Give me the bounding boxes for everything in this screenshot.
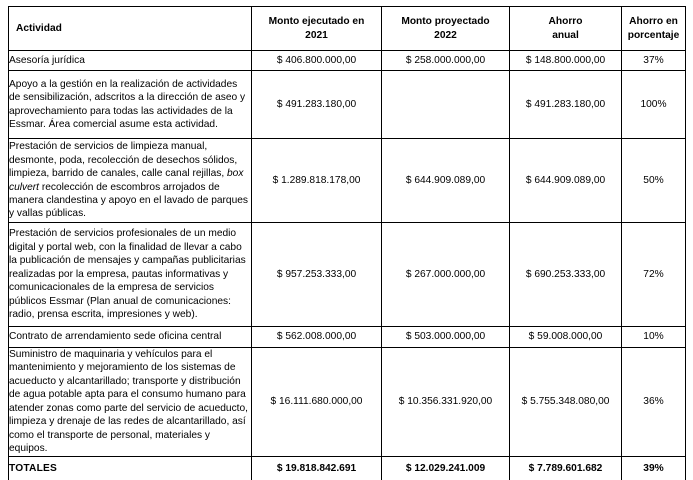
cell-totals-saving: $ 7.789.601.682 — [510, 456, 622, 480]
column-header-percent-line2: porcentaje — [627, 29, 680, 41]
cell-projected: $ 644.909.089,00 — [382, 139, 510, 223]
cell-totals-projected: $ 12.029.241.009 — [382, 456, 510, 480]
cell-activity: Contrato de arrendamiento sede oficina central — [9, 327, 252, 348]
cell-totals-executed: $ 19.818.842.691 — [252, 456, 382, 480]
cell-executed: $ 957.253.333,00 — [252, 223, 382, 327]
cell-activity: Suministro de maquinaria y vehículos para el mantenimiento y mejoramiento de los sistemas de acueducto y alcantarillado; transporte y distribución de agua potable apta para el consumo humano para atender zonas como parte del servicio de acueducto, limpieza y drenaje de las redes de alcantarillado, así como el transporte de personal, materiales y equipos. — [9, 348, 252, 457]
column-header-annual-saving — [510, 7, 622, 51]
cell-executed: $ 406.800.000,00 — [252, 51, 382, 71]
cell-executed: $ 16.111.680.000,00 — [252, 348, 382, 457]
cell-activity-text-part2: recolección de escombros arrojados de manera clandestina y apoyo en el lavado de parques y vallas públicas. — [9, 181, 249, 220]
table-header-row — [9, 7, 686, 51]
column-header-percent-line1: Ahorro en — [629, 16, 678, 28]
column-header-projected-line2: 2022 — [434, 29, 457, 41]
cell-executed: $ 1.289.818.178,00 — [252, 139, 382, 223]
table-header — [9, 7, 686, 51]
column-header-executed-line2: 2021 — [305, 29, 328, 41]
table-row — [9, 348, 686, 457]
column-header-projected-2022 — [382, 7, 510, 51]
budget-savings-table — [8, 6, 686, 480]
table-row — [9, 223, 686, 327]
column-header-activity — [9, 7, 252, 51]
table-totals-row — [9, 456, 686, 480]
cell-projected: $ 267.000.000,00 — [382, 223, 510, 327]
cell-saving: $ 644.909.089,00 — [510, 139, 622, 223]
table-body — [9, 51, 686, 480]
cell-percent: 10% — [622, 327, 686, 348]
column-header-executed-line1: Monto ejecutado en — [268, 16, 365, 28]
cell-projected: $ 503.000.000,00 — [382, 327, 510, 348]
cell-activity: Asesoría jurídica — [9, 51, 252, 71]
column-header-executed-2021 — [252, 7, 382, 51]
column-header-activity-label: Actividad — [16, 22, 62, 34]
cell-percent: 36% — [622, 348, 686, 457]
cell-projected: $ 258.000.000,00 — [382, 51, 510, 71]
cell-executed: $ 562.008.000,00 — [252, 327, 382, 348]
table-row — [9, 327, 686, 348]
cell-saving: $ 491.283.180,00 — [510, 71, 622, 139]
cell-saving: $ 690.253.333,00 — [510, 223, 622, 327]
cell-saving: $ 59.008.000,00 — [510, 327, 622, 348]
cell-percent: 50% — [622, 139, 686, 223]
cell-activity-text-italic: box culvert — [9, 168, 244, 193]
column-header-saving-percent — [622, 7, 686, 51]
cell-totals-percent: 39% — [622, 456, 686, 480]
column-header-saving-line1: Ahorro — [548, 16, 583, 28]
cell-activity: Prestación de servicios profesionales de un medio digital y portal web, con la finalidad de llevar a cabo la publicación de mensajes y campañas publicitarias realizadas por la empresa, pautas informativas y comunicacionales de la empresa de servicios públicos Essmar (Plan anual de comunicaciones: radio, prensa escrita, impresiones y web). — [9, 223, 252, 327]
column-header-projected-line1: Monto proyectado — [401, 16, 490, 28]
cell-executed: $ 491.283.180,00 — [252, 71, 382, 139]
cell-activity-text-part1: Prestación de servicios de limpieza manual, desmonte, poda, recolección de desechos sólidos, limpieza, barrido de canales, calle canal rejillas, — [9, 141, 238, 180]
table-row — [9, 71, 686, 139]
column-header-saving-line2: anual — [552, 29, 579, 41]
cell-saving: $ 5.755.348.080,00 — [510, 348, 622, 457]
cell-projected — [382, 71, 510, 139]
table-row — [9, 139, 686, 223]
cell-percent: 100% — [622, 71, 686, 139]
cell-percent: 37% — [622, 51, 686, 71]
cell-activity: Apoyo a la gestión en la realización de actividades de sensibilización, adscritos a la dirección de aseo y aprovechamiento para todas las actividades de la Essmar. Área comercial asume esta actividad. — [9, 71, 252, 139]
cell-percent: 72% — [622, 223, 686, 327]
table-row — [9, 51, 686, 71]
cell-saving: $ 148.800.000,00 — [510, 51, 622, 71]
cell-projected: $ 10.356.331.920,00 — [382, 348, 510, 457]
cell-activity — [9, 139, 252, 223]
cell-totals-label: TOTALES — [9, 456, 252, 480]
